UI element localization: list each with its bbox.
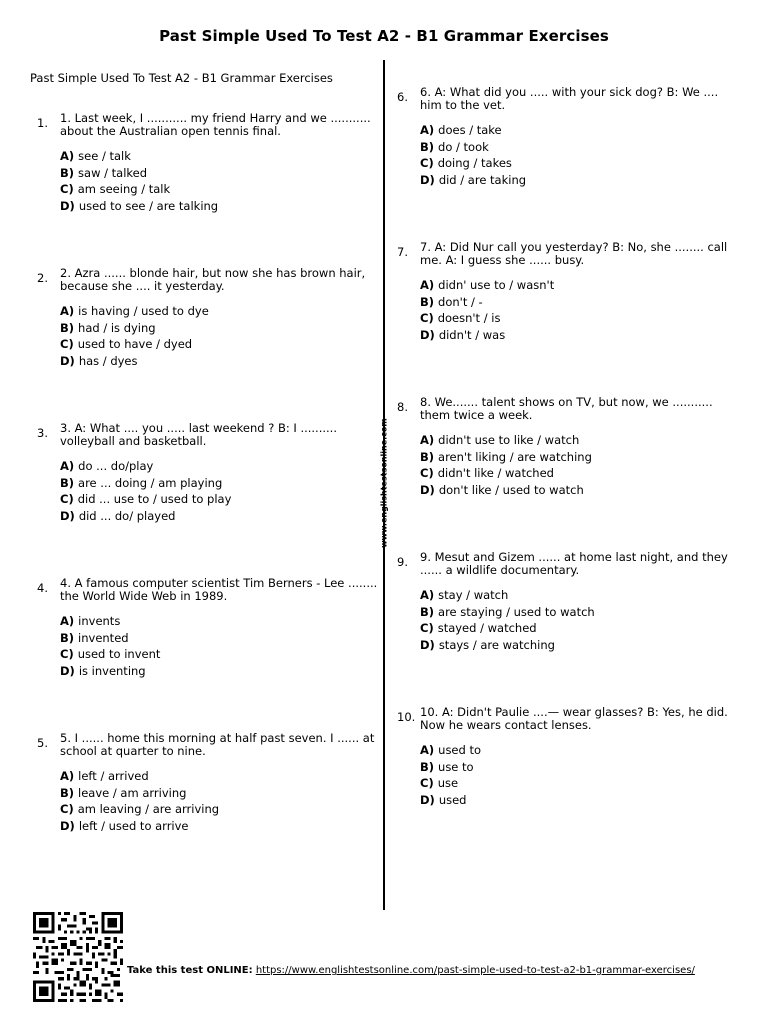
- option-letter: A): [60, 614, 75, 628]
- question-number: 9.: [397, 555, 408, 569]
- option-letter: B): [420, 139, 435, 154]
- option-letter: A): [60, 769, 75, 783]
- option-letter: A): [420, 278, 435, 292]
- option-text: used to have / dyed: [77, 337, 193, 352]
- option-a[interactable]: [420, 122, 740, 139]
- option-d[interactable]: [420, 172, 740, 189]
- option-letter: B): [60, 475, 75, 490]
- option-text: left / used to arrive: [78, 818, 189, 833]
- option-letter: D): [60, 353, 75, 368]
- option-a[interactable]: [420, 432, 740, 449]
- option-letter: B): [420, 604, 435, 619]
- question-text: 1. Last week, I ........... my friend Harry and we ........... about the Australian open tennis final.: [60, 111, 371, 138]
- option-text: didn't like / watched: [437, 466, 554, 481]
- option-letter: A): [420, 433, 435, 447]
- question-number: 7.: [397, 245, 408, 259]
- option-letter: A): [420, 743, 435, 757]
- option-letter: A): [420, 123, 435, 137]
- option-d[interactable]: [60, 818, 380, 835]
- option-letter: A): [420, 588, 435, 602]
- question-number: 8.: [397, 400, 408, 414]
- question-text: 10. A: Didn't Paulie ....— wear glasses? B: Yes, he did. Now he wears contact lenses.: [420, 705, 728, 732]
- question-2: [37, 266, 380, 369]
- option-text: use: [437, 776, 459, 791]
- option-letter: C): [60, 802, 74, 817]
- option-text: am leaving / are arriving: [77, 802, 220, 817]
- option-text: do ... do/play: [78, 459, 154, 473]
- option-letter: B): [420, 449, 435, 464]
- option-text: did ... do/ played: [78, 508, 176, 523]
- footer-label: Take this test ONLINE:: [127, 965, 253, 976]
- question-7: [397, 240, 740, 343]
- question-8: [397, 395, 740, 498]
- option-a[interactable]: [60, 303, 380, 320]
- option-text: does / take: [438, 123, 502, 137]
- question-text: 2. Azra ...... blonde hair, but now she has brown hair, because she .... it yesterday.: [60, 266, 366, 293]
- option-text: is having / used to dye: [78, 304, 209, 318]
- option-text: am seeing / talk: [77, 182, 171, 197]
- option-text: do / took: [438, 139, 489, 154]
- option-letter: C): [420, 311, 434, 326]
- option-b[interactable]: [420, 294, 740, 311]
- option-letter: C): [420, 621, 434, 636]
- option-text: stay / watch: [438, 588, 509, 602]
- question-6: [397, 85, 740, 188]
- option-d[interactable]: [420, 792, 740, 809]
- option-text: used to invent: [77, 647, 161, 662]
- option-d[interactable]: [60, 353, 380, 370]
- question-text: 8. We....... talent shows on TV, but now, we ........... them twice a week.: [420, 395, 713, 422]
- option-a[interactable]: [60, 768, 380, 785]
- question-10: [397, 705, 740, 808]
- question-9: [397, 550, 740, 653]
- option-text: used to see / are talking: [78, 198, 219, 213]
- page-subtitle: Past Simple Used To Test A2 - B1 Grammar Exercises: [30, 71, 333, 85]
- option-b[interactable]: [60, 165, 380, 182]
- option-b[interactable]: [420, 604, 740, 621]
- option-b[interactable]: [420, 139, 740, 156]
- option-text: has / dyes: [78, 353, 138, 368]
- option-c[interactable]: [60, 646, 380, 663]
- footer: [0, 908, 768, 1024]
- option-c[interactable]: [420, 620, 740, 637]
- option-letter: D): [420, 482, 435, 497]
- question-number: 1.: [37, 116, 48, 130]
- option-letter: B): [420, 759, 435, 774]
- option-a[interactable]: [420, 587, 740, 604]
- question-text: 7. A: Did Nur call you yesterday? B: No, she ........ call me. A: I guess she ...... busy.: [420, 240, 728, 267]
- option-text: stays / are watching: [438, 637, 555, 652]
- question-5: [37, 731, 380, 834]
- option-d[interactable]: [60, 508, 380, 525]
- option-text: are staying / used to watch: [438, 604, 595, 619]
- question-text: 3. A: What .... you ..... last weekend ? B: I .......... volleyball and basketball.: [60, 421, 337, 448]
- option-text: is inventing: [78, 663, 146, 678]
- option-text: use to: [438, 759, 474, 774]
- option-a[interactable]: [60, 458, 380, 475]
- question-number: 10.: [397, 710, 416, 724]
- option-text: doesn't / is: [437, 311, 501, 326]
- question-number: 3.: [37, 426, 48, 440]
- option-c[interactable]: [420, 310, 740, 327]
- option-text: used to: [438, 743, 482, 757]
- option-letter: A): [60, 304, 75, 318]
- option-letter: C): [60, 492, 74, 507]
- option-d[interactable]: [420, 637, 740, 654]
- option-letter: D): [60, 818, 75, 833]
- option-letter: B): [420, 294, 435, 309]
- question-number: 5.: [37, 736, 48, 750]
- option-a[interactable]: [420, 742, 740, 759]
- option-text: doing / takes: [437, 156, 512, 171]
- option-d[interactable]: [60, 663, 380, 680]
- option-d[interactable]: [60, 198, 380, 215]
- option-text: did ... use to / used to play: [77, 492, 232, 507]
- option-letter: D): [420, 172, 435, 187]
- option-c[interactable]: [60, 801, 380, 818]
- option-c[interactable]: [60, 336, 380, 353]
- option-text: invented: [78, 630, 129, 645]
- footer-text: [127, 965, 707, 977]
- footer-link[interactable]: https://www.englishtestsonline.com/past-simple-used-to-test-a2-b1-grammar-exercises/: [255, 965, 695, 976]
- qr-code-icon[interactable]: [33, 912, 123, 1002]
- option-text: had / is dying: [78, 320, 156, 335]
- option-letter: B): [60, 165, 75, 180]
- option-text: invents: [78, 614, 121, 628]
- question-text: 5. I ...... home this morning at half past seven. I ...... at school at quarter to nine.: [60, 731, 375, 758]
- option-text: see / talk: [78, 149, 131, 163]
- option-letter: B): [60, 630, 75, 645]
- option-b[interactable]: [420, 449, 740, 466]
- option-a[interactable]: [60, 613, 380, 630]
- option-text: left / arrived: [78, 769, 149, 783]
- option-d[interactable]: [420, 327, 740, 344]
- question-text: 4. A famous computer scientist Tim Berners - Lee ........ the World Wide Web in 1989.: [60, 576, 378, 603]
- option-b[interactable]: [60, 630, 380, 647]
- option-c[interactable]: [60, 181, 380, 198]
- question-4: [37, 576, 380, 679]
- option-letter: D): [60, 198, 75, 213]
- option-letter: C): [420, 156, 434, 171]
- question-number: 4.: [37, 581, 48, 595]
- option-text: saw / talked: [78, 165, 148, 180]
- option-b[interactable]: [60, 475, 380, 492]
- option-text: did / are taking: [438, 172, 527, 187]
- option-letter: A): [60, 459, 75, 473]
- option-letter: C): [60, 182, 74, 197]
- question-text: 9. Mesut and Gizem ...... at home last night, and they ...... a wildlife documentary.: [420, 550, 728, 577]
- option-a[interactable]: [420, 277, 740, 294]
- option-text: don't like / used to watch: [438, 482, 584, 497]
- option-text: aren't liking / are watching: [438, 449, 592, 464]
- option-letter: D): [420, 327, 435, 342]
- question-number: 6.: [397, 90, 408, 104]
- option-letter: C): [420, 776, 434, 791]
- question-text: 6. A: What did you ..... with your sick dog? B: We .... him to the vet.: [420, 85, 719, 112]
- option-text: didn' use to / wasn't: [438, 278, 555, 292]
- option-text: used: [438, 792, 467, 807]
- option-b[interactable]: [60, 320, 380, 337]
- option-d[interactable]: [420, 482, 740, 499]
- option-letter: C): [60, 337, 74, 352]
- option-text: leave / am arriving: [78, 785, 187, 800]
- option-text: are ... doing / am playing: [78, 475, 223, 490]
- option-b[interactable]: [420, 759, 740, 776]
- option-c[interactable]: [420, 465, 740, 482]
- option-text: didn't / was: [438, 327, 506, 342]
- option-letter: C): [60, 647, 74, 662]
- option-letter: A): [60, 149, 75, 163]
- option-letter: D): [420, 637, 435, 652]
- option-letter: B): [60, 320, 75, 335]
- question-number: 2.: [37, 271, 48, 285]
- page-title: Past Simple Used To Test A2 - B1 Grammar Exercises: [159, 27, 609, 45]
- option-c[interactable]: [420, 155, 740, 172]
- question-3: [37, 421, 380, 524]
- question-1: [37, 111, 380, 214]
- option-text: stayed / watched: [437, 621, 537, 636]
- option-a[interactable]: [60, 148, 380, 165]
- option-letter: C): [420, 466, 434, 481]
- option-c[interactable]: [420, 775, 740, 792]
- option-letter: D): [60, 663, 75, 678]
- option-letter: D): [60, 508, 75, 523]
- vertical-site-url: www.englishtestsonline.com: [379, 418, 389, 548]
- option-text: didn't use to like / watch: [438, 433, 580, 447]
- option-c[interactable]: [60, 491, 380, 508]
- option-letter: D): [420, 792, 435, 807]
- option-letter: B): [60, 785, 75, 800]
- option-b[interactable]: [60, 785, 380, 802]
- option-text: don't / -: [438, 294, 483, 309]
